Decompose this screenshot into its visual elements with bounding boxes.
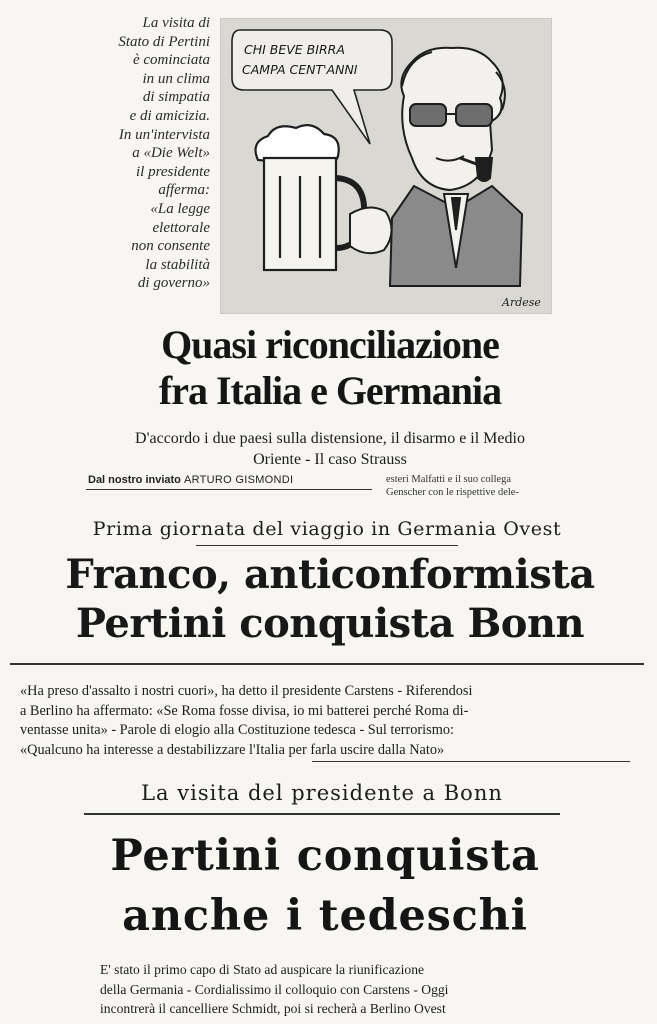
intro-line: non consente xyxy=(131,238,210,255)
deck-2-line: a Berlino ha affermato: «Se Roma fosse divisa, io mi batterei perché Roma di- xyxy=(20,702,469,719)
intro-line: «La legge xyxy=(150,200,210,217)
cartoonist-signature: Ardese xyxy=(502,296,541,309)
hand xyxy=(350,207,392,253)
headline-1 xyxy=(60,322,600,414)
intro-line: a «Die Welt» xyxy=(132,145,210,162)
subheadline-1-line: D'accordo i due paesi sulla distensione, il disarmo e il Medio xyxy=(135,430,525,447)
intro-summary xyxy=(60,14,210,293)
headline-2-line: Franco, anticonformista xyxy=(65,551,595,598)
deck-2-line: ventasse unita» - Parole di elogio alla Costituzione tedesca - Sul terrorismo: xyxy=(20,722,454,738)
body-text-line: esteri Malfatti e il suo collega xyxy=(386,474,512,485)
intro-line: La visita di xyxy=(142,15,210,31)
intro-line: elettorale xyxy=(152,219,210,236)
intro-line: di simpatia xyxy=(142,89,210,106)
intro-line: in un clima xyxy=(142,70,210,87)
speech-line-2: CAMPA CENT'ANNI xyxy=(242,62,358,77)
byline-prefix: Dal nostro inviato xyxy=(88,474,181,486)
deck-3 xyxy=(100,960,560,1019)
headline-3 xyxy=(78,826,572,946)
deck-3-line: E' stato il primo capo di Stato ad auspicare la riunificazione xyxy=(100,962,425,977)
body-text-line: Genscher con le rispettive dele- xyxy=(386,487,519,498)
kicker-3-rule xyxy=(84,813,560,815)
body-text-snippet xyxy=(386,473,586,499)
byline-author: ARTURO GISMONDI xyxy=(183,474,294,486)
caricature-cartoon xyxy=(220,18,552,314)
deck-2-line: «Ha preso d'assalto i nostri cuori», ha detto il presidente Carstens - Riferendosi xyxy=(20,683,473,699)
intro-line: e di amicizia. xyxy=(129,107,210,124)
deck-3-line: incontrerà il cancelliere Schmidt, poi si recherà a Berlino Ovest xyxy=(100,1001,446,1016)
byline-rule xyxy=(86,489,372,490)
intro-line: di governo» xyxy=(137,275,210,292)
headline-2 xyxy=(6,550,654,648)
kicker-2-rule xyxy=(196,545,458,546)
intro-line: Stato di Pertini xyxy=(118,33,210,50)
intro-line: è cominciata xyxy=(132,52,210,69)
deck-2-rule xyxy=(312,761,630,762)
deck-2-line: «Qualcuno ha interesse a destabilizzare l'Italia per farla uscire dalla Nato» xyxy=(20,741,445,758)
deck-3-line: della Germania - Cordialissimo il colloquio con Carstens - Oggi xyxy=(100,981,449,997)
deck-2 xyxy=(20,682,640,760)
kicker-2: Prima giornata del viaggio in Germania Ovest xyxy=(92,518,562,540)
kicker-3: La visita del presidente a Bonn xyxy=(141,781,503,805)
pertini-body xyxy=(390,186,522,286)
headline-3-line: anche i tedeschi xyxy=(122,891,528,941)
headline-1-line: Quasi riconciliazione xyxy=(161,322,499,367)
intro-line: In un'intervista xyxy=(118,126,210,143)
intro-line: il presidente xyxy=(135,163,210,180)
headline-2-rule xyxy=(10,663,644,665)
speech-line-1: CHI BEVE BIRRA xyxy=(244,42,345,57)
subheadline-1-line: Oriente - Il caso Strauss xyxy=(253,451,407,468)
intro-line: afferma: xyxy=(158,182,210,199)
pertini-head xyxy=(401,48,505,190)
headline-1-line: fra Italia e Germania xyxy=(158,368,502,413)
byline xyxy=(88,474,293,486)
headline-2-line: Pertini conquista Bonn xyxy=(75,600,585,647)
intro-line: la stabilità xyxy=(145,256,210,273)
subheadline-1 xyxy=(70,428,590,470)
headline-3-line: Pertini conquista xyxy=(110,831,540,881)
